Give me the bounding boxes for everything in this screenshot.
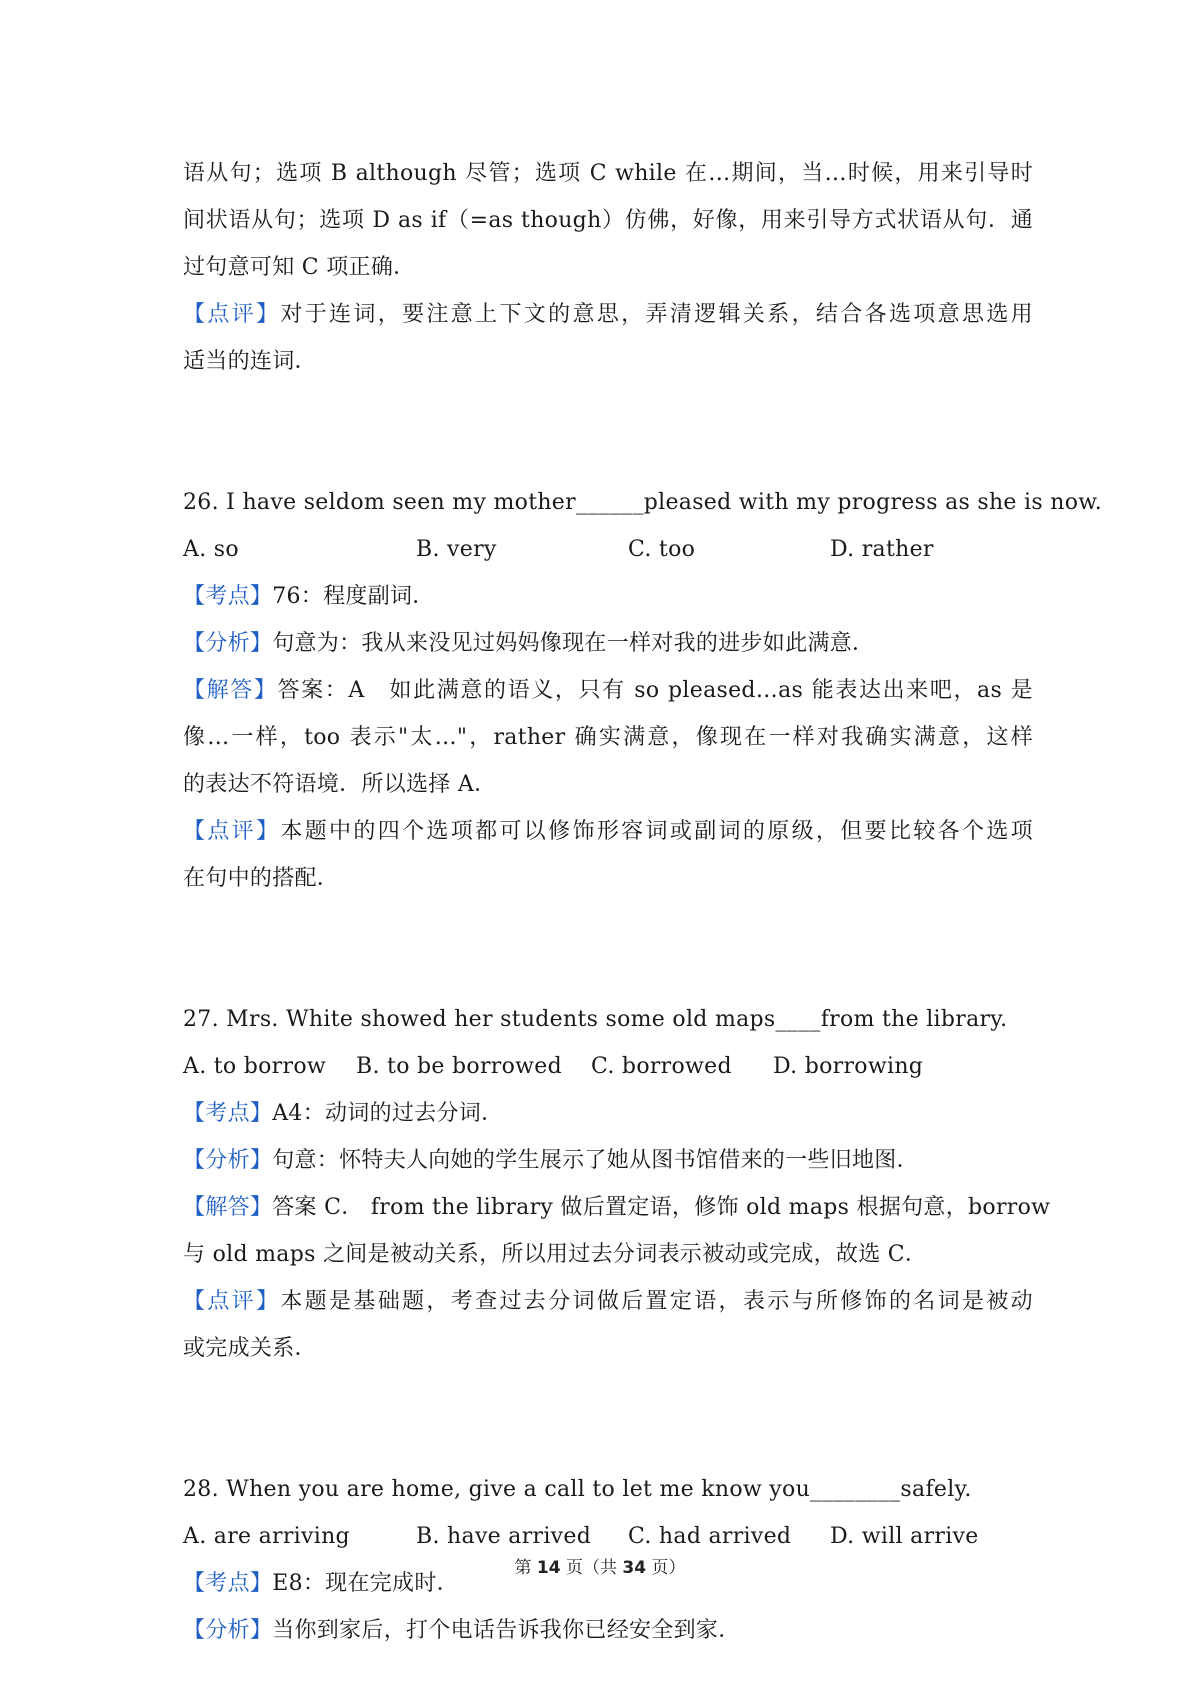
q28-option-d: D. will arrive (830, 1524, 979, 1549)
footer-suffix: 页） (646, 1558, 686, 1578)
q26-jieda (183, 667, 1033, 714)
fenxi-text: 句意为：我从来没见过妈妈像现在一样对我的进步如此满意． (272, 631, 875, 656)
intro-comment-line-2: 适当的连词． (183, 349, 317, 374)
page-total: 34 (622, 1558, 647, 1578)
q27-option-c: C. borrowed (591, 1054, 732, 1079)
footer-middle: 页（共 (560, 1558, 623, 1578)
jieda-text: 答案 C． from the library 做后置定语，修饰 old maps 根据句意，borrow (272, 1195, 1051, 1220)
q26-dianping (183, 808, 1033, 855)
comment-tag: 【点评】 (183, 302, 281, 327)
q27-fenxi (183, 1137, 1033, 1184)
q28-option-b: B. have arrived (416, 1524, 592, 1549)
section-gap (183, 1372, 1033, 1466)
kaodian-tag: 【考点】 (183, 1101, 273, 1126)
q26-kaodian (183, 573, 1033, 620)
q28-fenxi (183, 1607, 1033, 1654)
q26-option-d: D. rather (830, 537, 934, 562)
jieda-text: 答案：A 如此满意的语义，只有 so pleased…as 能表达出来吧，as 是 (277, 678, 1033, 703)
kaodian-text: E8：现在完成时． (272, 1571, 459, 1596)
q28-option-c: C. had arrived (628, 1524, 792, 1549)
intro-line-3: 过句意可知 C 项正确． (183, 255, 416, 280)
intro-comment (183, 291, 1033, 338)
q27-dianping (183, 1278, 1033, 1325)
q26-option-c: C. too (628, 537, 696, 562)
q26-option-a: A. so (183, 537, 239, 562)
intro-line-1: 语从句；选项 B although 尽管；选项 C while 在…期间，当…时候，用来引导时 (183, 161, 1033, 186)
q26-dianping-line-2: 在句中的搭配． (183, 866, 340, 891)
jieda-tag: 【解答】 (183, 1195, 273, 1220)
dianping-text: 本题是基础题，考查过去分词做后置定语，表示与所修饰的名词是被动 (280, 1289, 1033, 1314)
dianping-text: 本题中的四个选项都可以修饰形容词或副词的原级，但要比较各个选项 (280, 819, 1033, 844)
footer-prefix: 第 (514, 1558, 537, 1578)
q27-kaodian (183, 1090, 1033, 1137)
q27-option-b: B. to be borrowed (356, 1054, 562, 1079)
q26-jieda-line-3: 的表达不符语境．所以选择 A． (183, 772, 497, 797)
q27-stem: 27. Mrs. White showed her students some old maps____from the library. (183, 1007, 1008, 1032)
comment-text: 对于连词，要注意上下文的意思，弄清逻辑关系，结合各选项意思选用 (280, 302, 1033, 327)
q27-jieda-line-2: 与 old maps 之间是被动关系，所以用过去分词表示被动或完成，故选 C． (183, 1242, 928, 1267)
page-content (183, 150, 1103, 1654)
q27-option-d: D. borrowing (773, 1054, 924, 1079)
fenxi-text: 当你到家后，打个电话告诉我你已经安全到家． (272, 1618, 741, 1643)
fenxi-tag: 【分析】 (183, 631, 273, 656)
q26-options (183, 526, 1033, 573)
kaodian-tag: 【考点】 (183, 1571, 273, 1596)
kaodian-tag: 【考点】 (183, 584, 273, 609)
q28-option-a: A. are arriving (183, 1524, 350, 1549)
fenxi-text: 句意：怀特夫人向她的学生展示了她从图书馆借来的一些旧地图． (272, 1148, 919, 1173)
fenxi-tag: 【分析】 (183, 1148, 273, 1173)
q26-jieda-line-2: 像…一样，too 表示"太…"，rather 确实满意，像现在一样对我确实满意，这样 (183, 725, 1033, 750)
q27-option-a: A. to borrow (183, 1054, 326, 1079)
section-gap (183, 385, 1033, 479)
dianping-tag: 【点评】 (183, 1289, 281, 1314)
jieda-tag: 【解答】 (183, 678, 278, 703)
q27-jieda (183, 1184, 1051, 1231)
kaodian-text: A4：动词的过去分词． (272, 1101, 504, 1126)
q26-option-b: B. very (416, 537, 497, 562)
fenxi-tag: 【分析】 (183, 1618, 273, 1643)
q27-dianping-line-2: 或完成关系． (183, 1336, 317, 1361)
page-footer (0, 1553, 1200, 1578)
q26-fenxi (183, 620, 1033, 667)
section-gap (183, 902, 1033, 996)
intro-line-2: 间状语从句；选项 D as if（=as though）仿佛，好像，用来引导方式状语从句．通 (183, 208, 1033, 233)
dianping-tag: 【点评】 (183, 819, 281, 844)
page-number: 14 (536, 1558, 561, 1578)
kaodian-text: 76：程度副词． (272, 584, 435, 609)
q26-stem: 26. I have seldom seen my mother______pleased with my progress as she is now. (183, 490, 1103, 515)
q27-options (183, 1043, 1033, 1090)
q28-stem: 28. When you are home, give a call to let me know you________safely. (183, 1477, 972, 1502)
